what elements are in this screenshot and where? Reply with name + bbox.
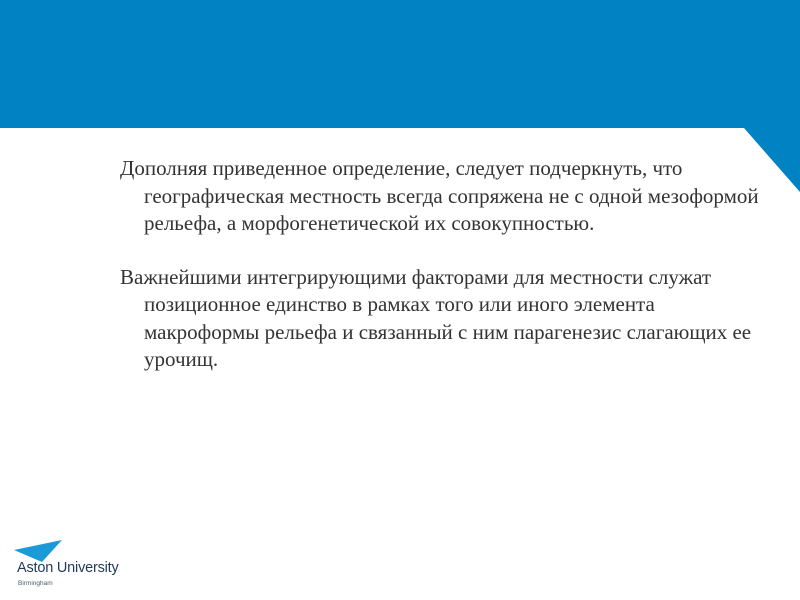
paragraph-factors-text: Важнейшими интегрирующими факторами для местности служат позиционное единство в рамках того или иного элемента макроформы рельефа и связанный с ним парагенезис слагающих ее урочищ. xyxy=(120,264,752,371)
paragraph-factors xyxy=(120,264,770,374)
slide-body-text xyxy=(120,155,770,374)
logo-name: Aston University xyxy=(17,560,119,576)
aston-university-logo xyxy=(14,539,154,594)
logo-city: Birmingham xyxy=(18,580,53,587)
paragraph-definition-text: Дополняя приведенное определение, следует подчеркнуть, что географическая местность всегда сопряжена не с одной мезоформой рельефа, а морфогенетической их совокупностью. xyxy=(120,156,759,235)
paragraph-definition xyxy=(120,155,770,238)
